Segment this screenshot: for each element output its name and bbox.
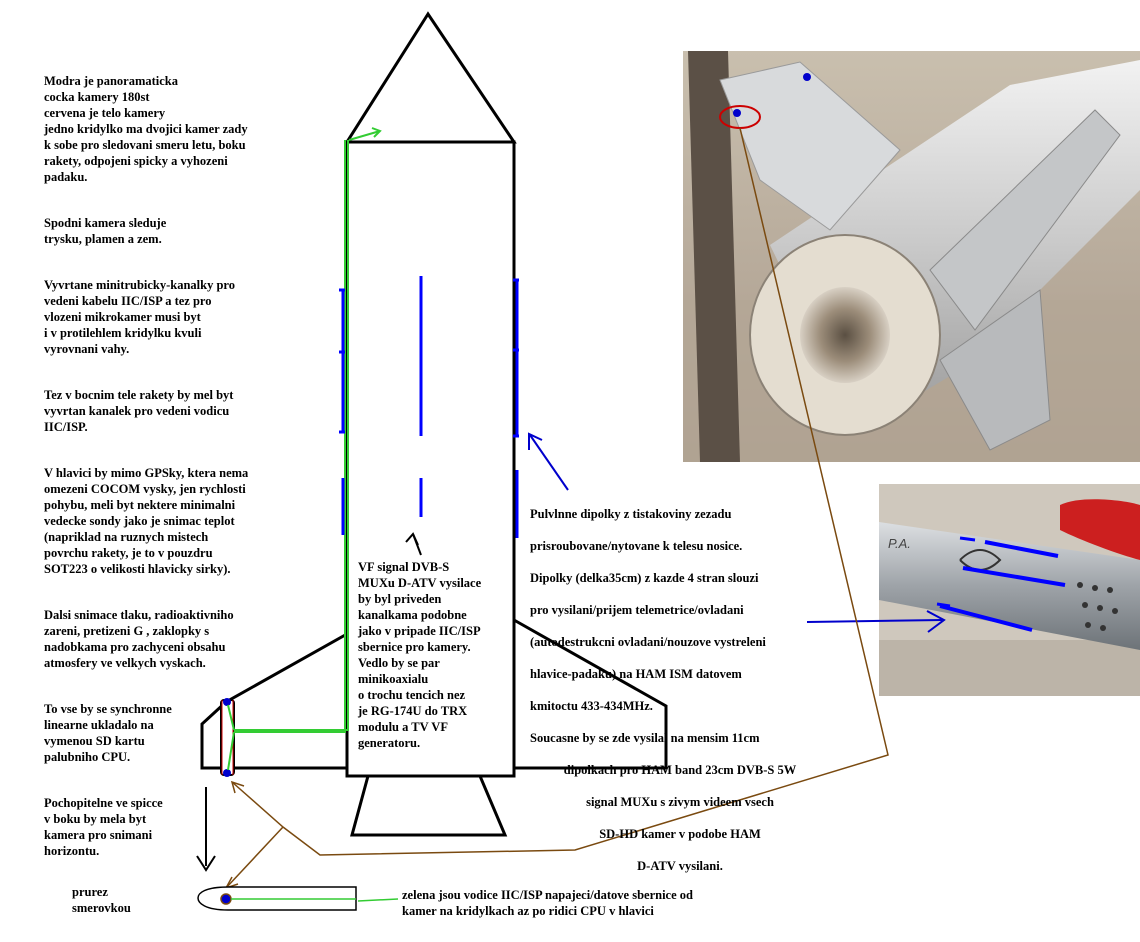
antenna-marker-dot xyxy=(803,73,811,81)
right-note-line: hlavice-padaku) na HAM ISM datovem xyxy=(530,667,742,681)
right-note-line: signal MUXu s zivym videem vsech xyxy=(586,795,774,809)
cross-section-label: prurez smerovkou xyxy=(72,885,131,915)
note-sd-card: To vse by se synchronne linearne ukladalo na vymenou SD kartu palubniho CPU. xyxy=(44,702,172,764)
note-side-channel: Tez v bocnim tele rakety by mel byt vyvrtan kanalek pro vedeni vodicu IIC/ISP. xyxy=(44,388,234,434)
note-nose-sensors: V hlavici by mimo GPSky, ktera nema omezeni COCOM vysky, jen rychlosti pohybu, meli byt nektere minimalni vedecke sondy jako je snimac teplot (napriklad na ruznych mistech povrchu rakety, je to v pouzdru SOT223 o velikosti hlavicky sirky). xyxy=(44,466,249,576)
nose-cone xyxy=(347,14,514,142)
note-horizon-camera: Pochopitelne ve spicce v boku by mela byt kamera pro snimani horizontu. xyxy=(44,796,163,858)
note-drilled-channels: Vyvrtane minitrubicky-kanalky pro vedeni kabelu IIC/ISP a tez pro vlozeni mikrokamer musi byt i v protilehlem kridylku kvuli vyrovnani vahy. xyxy=(44,278,236,356)
right-note-line: (autodestrukcni ovladani/nouzove vystreleni xyxy=(530,635,766,649)
cross-section-camera xyxy=(221,894,231,904)
photo-rocket-tail xyxy=(683,51,1140,462)
right-note xyxy=(530,490,830,890)
fin-cross-section xyxy=(198,887,398,910)
note-bottom-camera: Spodni kamera sleduje trysku, plamen a zem. xyxy=(44,216,167,246)
right-note-line: Dipolky (delka35cm) z kazde 4 stran slouzi xyxy=(530,571,759,585)
nozzle-skirt xyxy=(352,776,505,835)
right-note-line: SD-HD kamer v podobe HAM xyxy=(599,827,761,841)
camera-lens-dot xyxy=(733,109,741,117)
center-note: VF signal DVB-S MUXu D-ATV vysilace by byl priveden kanalkama podobne jako v pripade IIC/ISP sbernice pro kamery. Vedlo by se par minikoaxialu o trochu tencich nez je RG-174U do TRX modulu a TV VF generatoru. xyxy=(358,560,482,750)
right-note-line: pro vysilani/prijem telemetrice/ovladani xyxy=(530,603,744,617)
right-note-line: prisroubovane/nytovane k telesu nosice. xyxy=(530,539,743,553)
photo-rocket-tube xyxy=(879,484,1140,696)
right-note-line: Soucasne by se zde vysilal na mensim 11cm xyxy=(530,731,760,745)
green-wires-note: zelena jsou vodice IIC/ISP napajeci/datove sbernice od kamer na kridylkach az po ridici CPU v hlavici xyxy=(402,888,693,918)
note-camera-colors: Modra je panoramaticka cocka kamery 180st cervena je telo kamery jedno kridylko ma dvojici kamer zady k sobe pro sledovani smeru letu, boku rakety, odpojeni spicky a vyhozeni padaku. xyxy=(44,74,248,184)
right-note-line: Pulvlnne dipolky z tistakoviny zezadu xyxy=(530,507,732,521)
right-note-line: kmitoctu 433-434MHz. xyxy=(530,699,653,713)
right-note-line: dipolkach pro HAM band 23cm DVB-S 5W xyxy=(563,763,797,777)
note-other-sensors: Dalsi snimace tlaku, radioaktivniho zareni, pretizeni G , zaklopky s nadobkama pro zachyceni obsahu atmosfery ve velkych vyskach. xyxy=(44,608,234,670)
left-notes xyxy=(44,57,294,889)
right-note-line: D-ATV vysilani. xyxy=(637,859,723,873)
tube-label-text: P.A. xyxy=(888,536,911,551)
dipole-antennas xyxy=(339,276,519,538)
